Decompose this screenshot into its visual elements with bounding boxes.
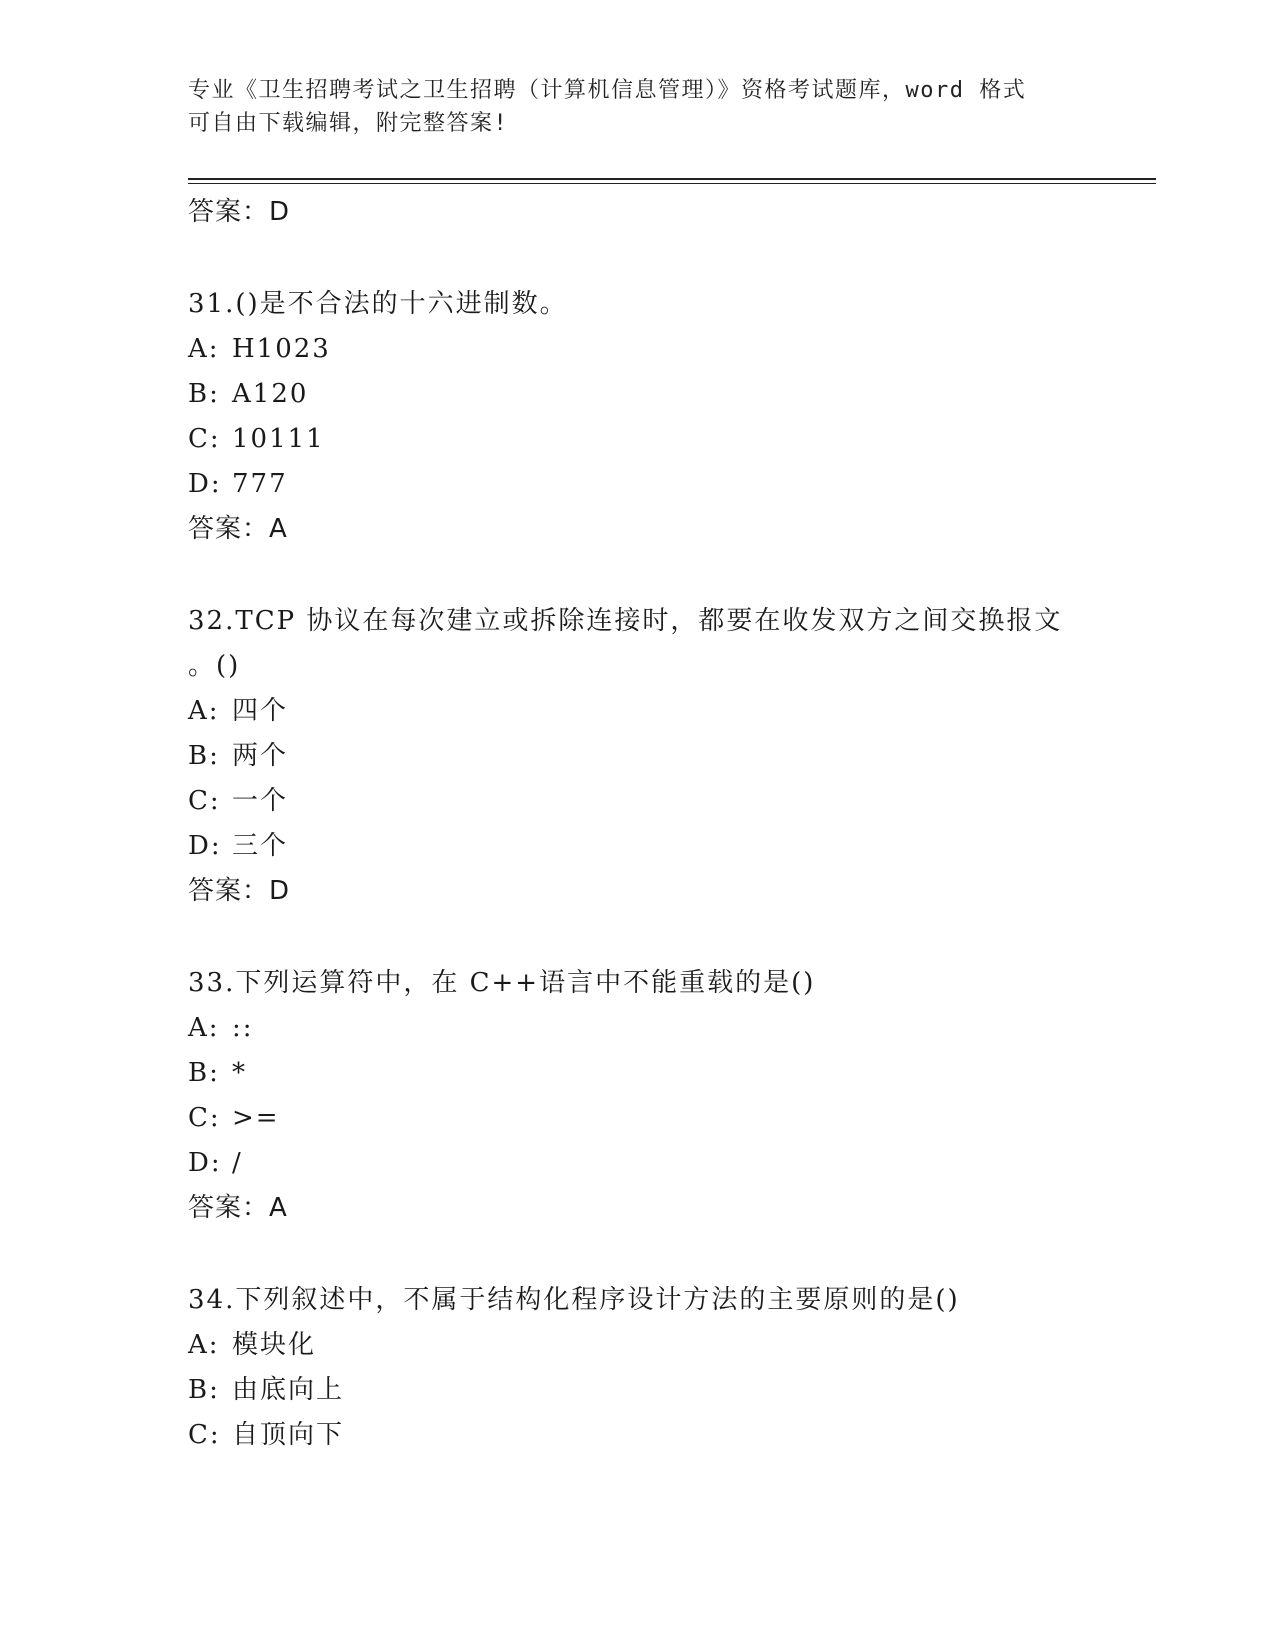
- option-text: 三个: [232, 831, 289, 861]
- header-line-2: 可自由下载编辑，附完整答案!: [188, 111, 509, 136]
- question-31: [188, 282, 1088, 552]
- question-stem-continued: 。(): [188, 651, 241, 681]
- option-b: [188, 1368, 1088, 1413]
- question-list: [188, 190, 1088, 1458]
- option-label: B:: [188, 1375, 220, 1405]
- answer: 答案：A: [188, 514, 288, 544]
- question-stem: 32.TCP 协议在每次建立或拆除连接时，都要在收发双方之间交换报文: [188, 606, 1063, 636]
- question-33: [188, 961, 1088, 1231]
- option-text: 一个: [232, 786, 289, 816]
- option-c: [188, 1413, 1088, 1458]
- option-a: [188, 1006, 1088, 1051]
- question-stem: 31.()是不合法的十六进制数。: [188, 289, 568, 319]
- header-divider-thick: [188, 178, 1156, 180]
- option-text: 四个: [232, 696, 289, 726]
- question-stem: 33.下列运算符中，在 C++语言中不能重载的是(): [188, 968, 816, 998]
- option-text: /: [232, 1148, 243, 1178]
- question-32: [188, 599, 1088, 914]
- option-b: [188, 372, 1088, 417]
- spacer: [188, 1231, 1088, 1278]
- option-label: B:: [188, 1058, 220, 1088]
- option-a: [188, 689, 1088, 734]
- option-text: ::: [232, 1013, 254, 1043]
- option-text: 由底向上: [232, 1375, 345, 1405]
- answer: 答案：A: [188, 1193, 288, 1223]
- option-text: 模块化: [232, 1330, 317, 1360]
- question-stem: 34.下列叙述中，不属于结构化程序设计方法的主要原则的是(): [188, 1285, 960, 1315]
- option-label: A:: [188, 1330, 220, 1360]
- option-label: D:: [188, 1148, 222, 1178]
- option-text: 自顶向下: [232, 1420, 345, 1450]
- option-d: [188, 462, 1088, 507]
- option-a: [188, 1323, 1088, 1368]
- option-d: [188, 1141, 1088, 1186]
- option-text: 10111: [232, 424, 325, 454]
- option-label: B:: [188, 379, 220, 409]
- option-label: C:: [188, 786, 221, 816]
- option-text: >=: [232, 1103, 280, 1133]
- spacer: [188, 552, 1088, 599]
- option-text: *: [232, 1058, 247, 1088]
- option-label: A:: [188, 1013, 220, 1043]
- spacer: [188, 235, 1088, 282]
- option-a: [188, 327, 1088, 372]
- option-text: 777: [232, 469, 288, 499]
- option-label: C:: [188, 1420, 221, 1450]
- option-label: C:: [188, 424, 221, 454]
- spacer: [188, 914, 1088, 961]
- option-label: D:: [188, 469, 222, 499]
- option-c: [188, 1096, 1088, 1141]
- option-label: C:: [188, 1103, 221, 1133]
- option-text: H1023: [232, 334, 331, 364]
- option-b: [188, 1051, 1088, 1096]
- answer: 答案：D: [188, 876, 291, 906]
- option-label: B:: [188, 741, 220, 771]
- option-text: A120: [232, 379, 309, 409]
- option-label: D:: [188, 831, 222, 861]
- option-label: A:: [188, 334, 220, 364]
- question-34: [188, 1278, 1088, 1458]
- header-line-1: 专业《卫生招聘考试之卫生招聘（计算机信息管理）》资格考试题库，word 格式: [188, 78, 1027, 103]
- option-d: [188, 824, 1088, 869]
- option-c: [188, 779, 1088, 824]
- option-text: 两个: [232, 741, 289, 771]
- header-divider-thin: [188, 183, 1156, 184]
- document-header: [188, 74, 1068, 140]
- option-label: A:: [188, 696, 220, 726]
- option-b: [188, 734, 1088, 779]
- previous-answer: 答案：D: [188, 197, 291, 227]
- option-c: [188, 417, 1088, 462]
